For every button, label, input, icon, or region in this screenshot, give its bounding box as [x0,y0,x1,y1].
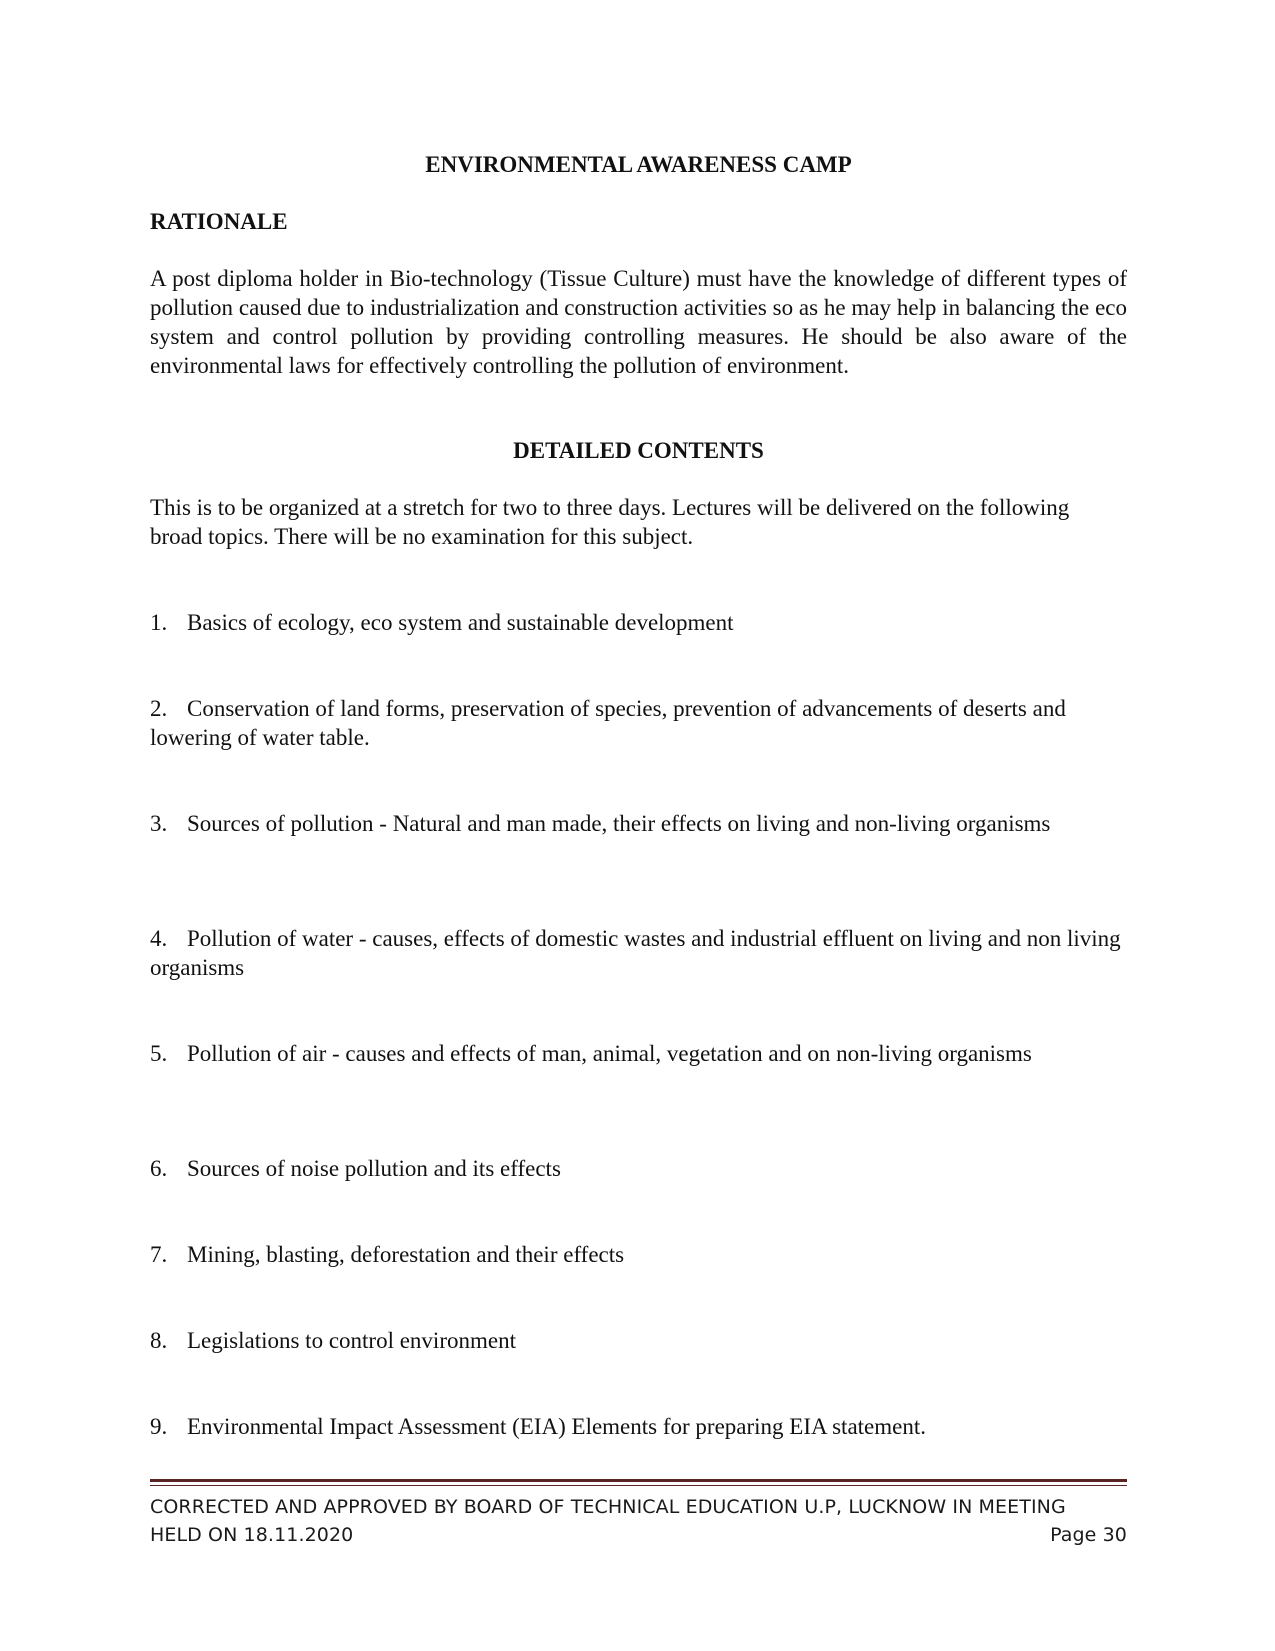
list-item-number: 8. [150,1328,168,1353]
footer-divider-thin [150,1485,1127,1486]
list-item [150,1412,1127,1441]
list-item-number: 9. [150,1414,168,1439]
list-item-number: 3. [150,811,168,836]
list-item [150,608,1127,637]
list-item-number: 6. [150,1156,168,1181]
list-item [150,694,1127,752]
detailed-contents-heading: DETAILED CONTENTS [513,438,764,463]
footer-second-line [150,1521,1127,1549]
list-item-text: Environmental Impact Assessment (EIA) Elements for preparing EIA statement. [187,1414,926,1439]
footer-divider [150,1479,1127,1482]
list-item-text: Pollution of air - causes and effects of man, animal, vegetation and on non-living organisms [187,1041,1032,1066]
list-item-number: 5. [150,1041,168,1066]
list-item-text: Conservation of land forms, preservation of species, prevention of advancements of deserts and lowering of water table. [150,696,1066,750]
footer-approval-line: CORRECTED AND APPROVED BY BOARD OF TECHNICAL EDUCATION U.P, LUCKNOW IN MEETING [150,1496,1066,1518]
page-title: ENVIRONMENTAL AWARENESS CAMP [425,152,852,177]
rationale-paragraph: A post diploma holder in Bio-technology (Tissue Culture) must have the knowledge of different types of pollution caused due to industrialization and construction activities so as he may help in balancing the eco system and control pollution by providing controlling measures. He should be also aware of the environmental laws for effectively controlling the pollution of environment. [150,266,1127,378]
list-item-text: Pollution of water - causes, effects of domestic wastes and industrial effluent on living and non living organisms [150,926,1121,980]
intro-paragraph: This is to be organized at a stretch for two to three days. Lectures will be delivered on the following broad topics. There will be no examination for this subject. [150,495,1070,549]
list-item-number: 4. [150,926,168,951]
page-footer [150,1493,1127,1549]
list-item-text: Legislations to control environment [187,1328,516,1353]
list-item-number: 1. [150,610,168,635]
list-item [150,1154,1127,1183]
page-number: Page 30 [1050,1524,1127,1546]
list-item-text: Sources of noise pollution and its effects [187,1156,561,1181]
list-item [150,809,1127,838]
list-item-text: Sources of pollution - Natural and man made, their effects on living and non-living organisms [187,811,1051,836]
list-item [150,1326,1127,1355]
list-item-number: 7. [150,1242,168,1267]
list-item-text: Basics of ecology, eco system and sustainable development [187,610,734,635]
list-item-text: Mining, blasting, deforestation and their effects [187,1242,625,1267]
list-item [150,924,1127,982]
rationale-heading: RATIONALE [150,209,288,234]
list-item-number: 2. [150,696,168,721]
list-item [150,1240,1127,1269]
list-item [150,1039,1127,1068]
footer-meeting-date: HELD ON 18.11.2020 [150,1524,354,1546]
